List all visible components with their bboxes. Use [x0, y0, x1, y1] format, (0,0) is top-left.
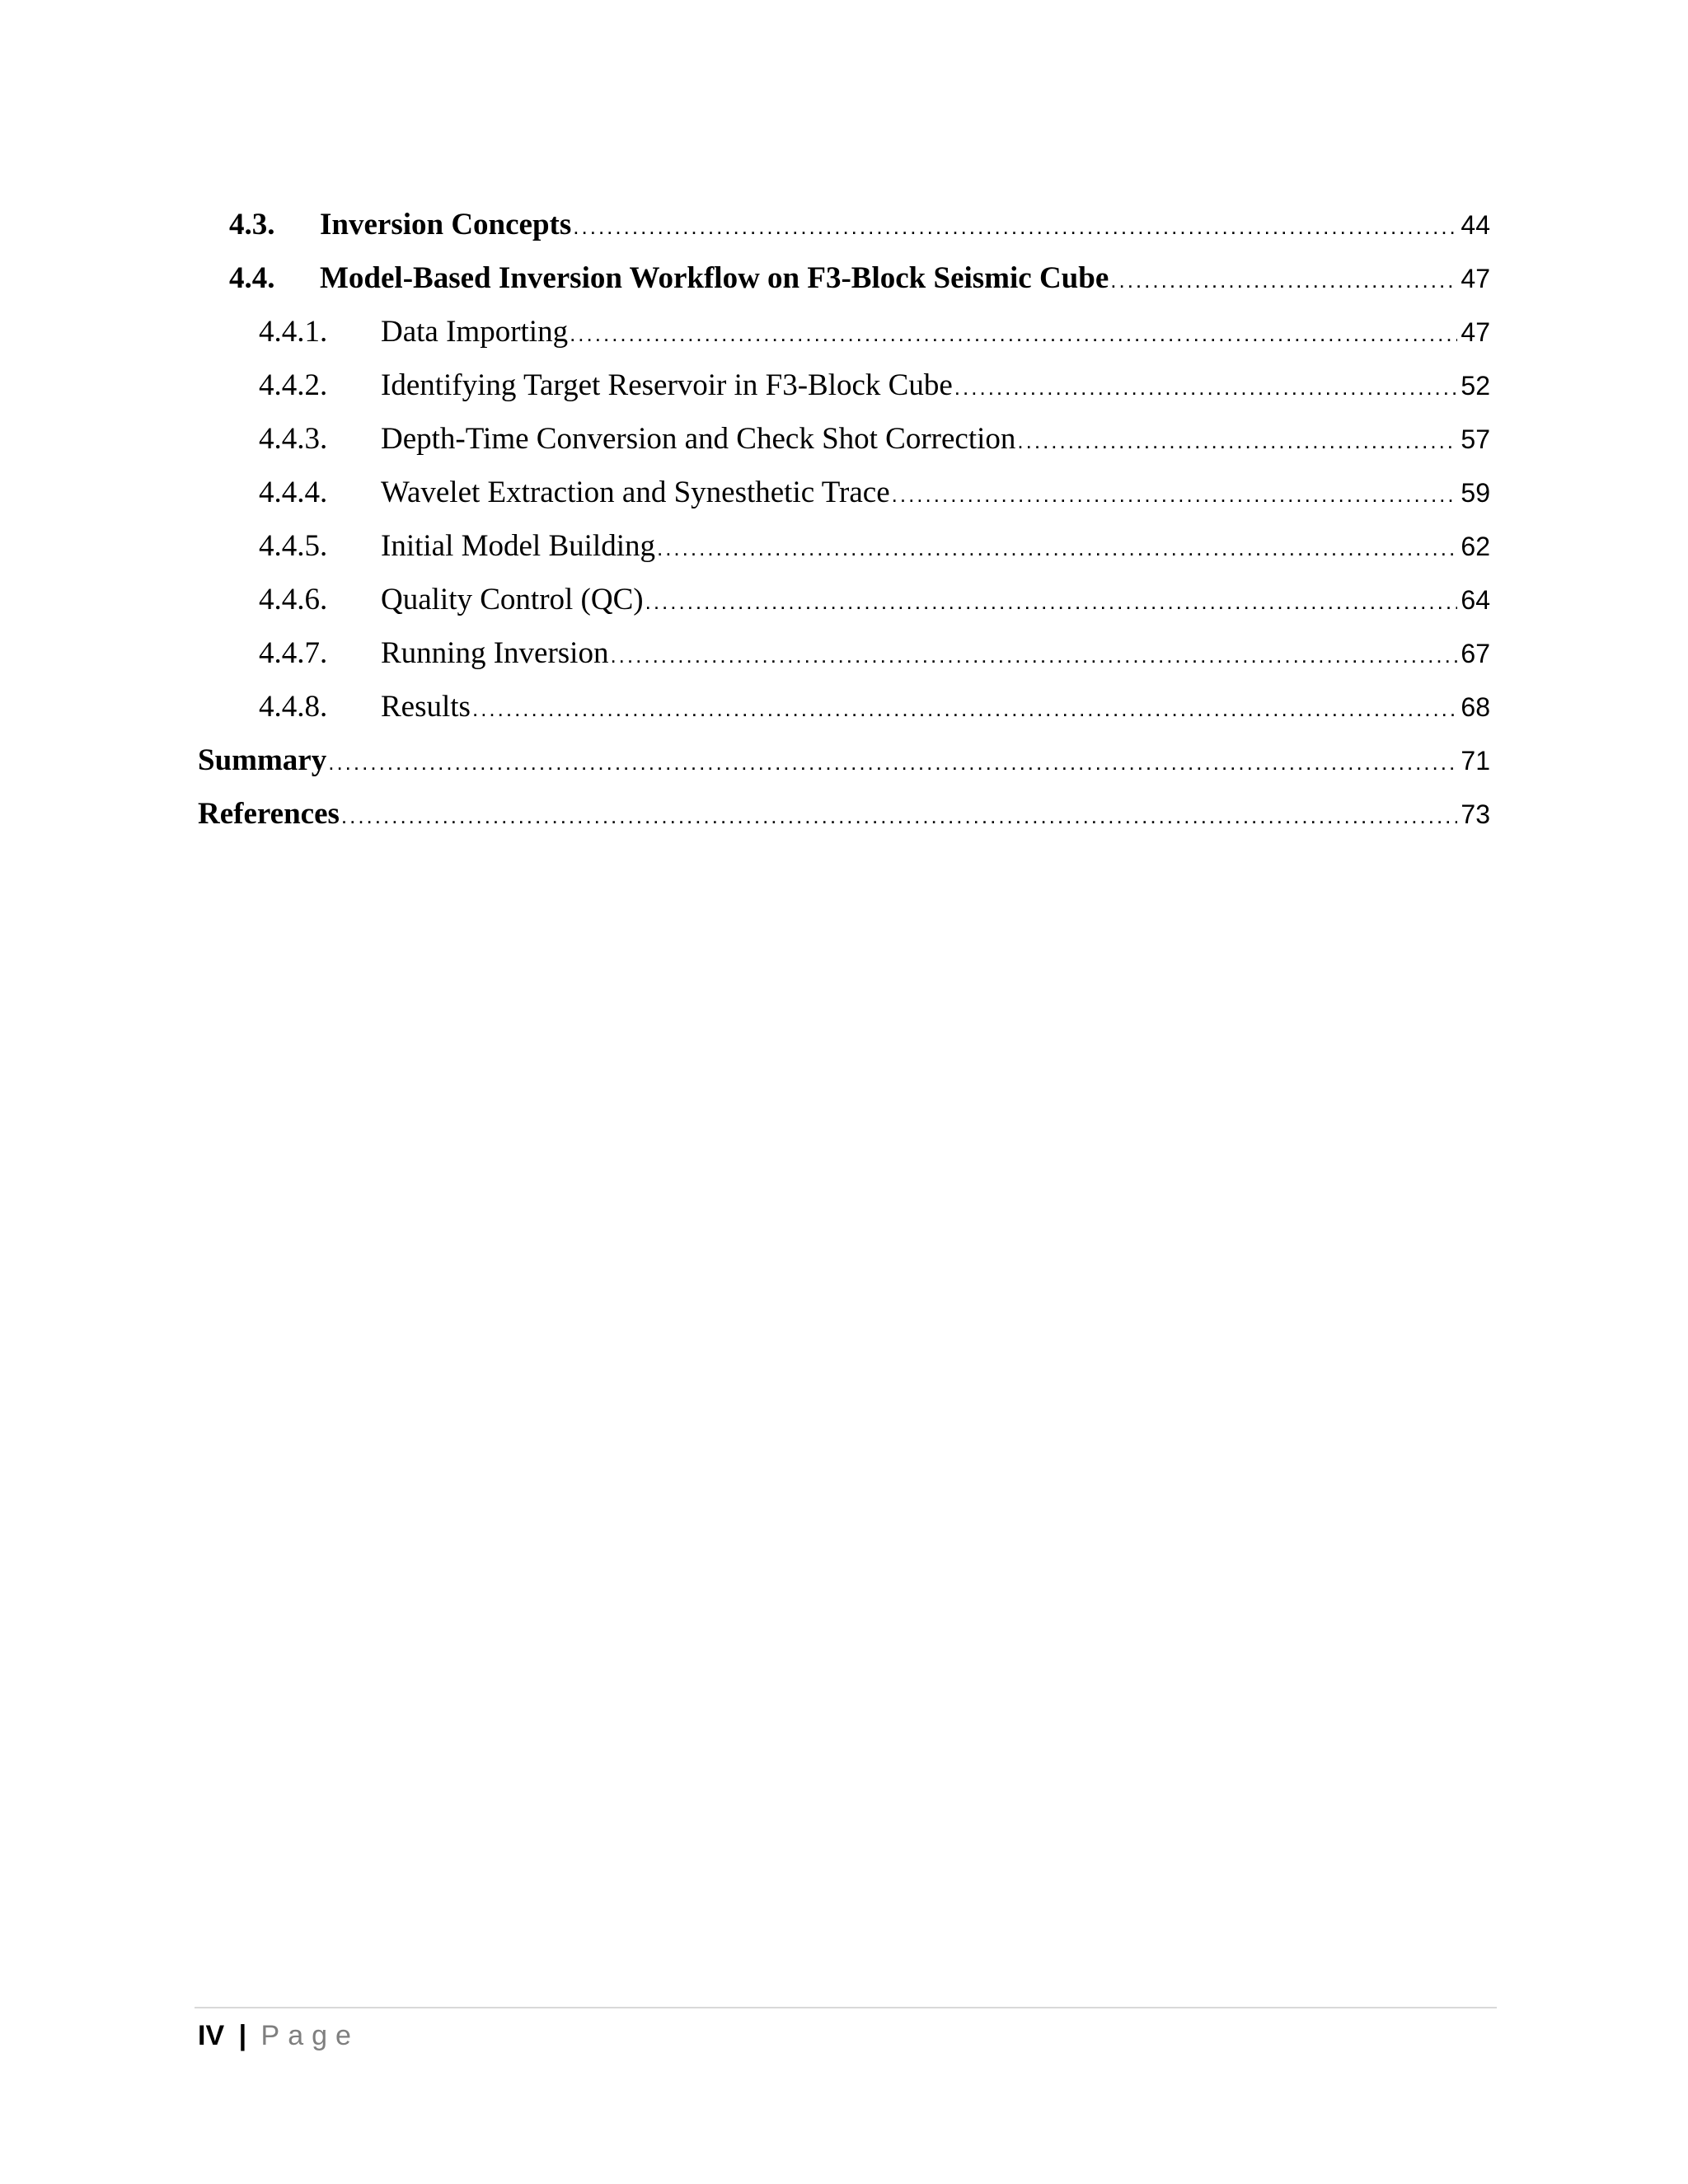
toc-dot-leader: [657, 522, 1457, 573]
toc-entry-page: 62: [1461, 532, 1490, 561]
toc-entry-4-4-5[interactable]: [198, 519, 1490, 573]
toc-entry-4-4-8[interactable]: [198, 680, 1490, 733]
toc-entry-title: Initial Model Building: [381, 529, 655, 563]
toc-entry-title: Data Importing: [381, 315, 569, 349]
toc-entry-4-4-7[interactable]: [198, 626, 1490, 680]
toc-dot-leader: [573, 200, 1457, 251]
toc-entry-number: 4.4.7.: [259, 636, 328, 670]
toc-entry-page: 73: [1461, 799, 1490, 829]
toc-entry-4-4-2[interactable]: [198, 359, 1490, 412]
toc-entry-page: 71: [1461, 746, 1490, 776]
toc-entry-title: Inversion Concepts: [320, 208, 572, 241]
toc-entry-number: 4.4.8.: [259, 690, 328, 724]
toc-entry-4-4-4[interactable]: [198, 466, 1490, 519]
toc-entry-page: 47: [1461, 317, 1490, 347]
toc-entry-4-3[interactable]: [198, 198, 1490, 251]
toc-entry-page: 59: [1461, 478, 1490, 508]
toc-entry-4-4-6[interactable]: [198, 573, 1490, 626]
toc-entry-page: 47: [1461, 264, 1490, 293]
toc-dot-leader: [1017, 415, 1457, 466]
footer-divider: [195, 2007, 1497, 2008]
table-of-contents: [198, 198, 1490, 841]
toc-entry-number: 4.3.: [229, 208, 275, 241]
toc-dot-leader: [892, 468, 1458, 519]
toc-entry-title: Running Inversion: [381, 636, 609, 670]
toc-entry-page: 68: [1461, 692, 1490, 722]
toc-entry-title: Quality Control (QC): [381, 583, 644, 616]
toc-entry-references[interactable]: [198, 787, 1490, 841]
toc-entry-number: 4.4.2.: [259, 368, 328, 402]
toc-entry-page: 52: [1461, 371, 1490, 401]
toc-entry-number: 4.4.4.: [259, 476, 328, 509]
toc-entry-title: Model-Based Inversion Workflow on F3-Block Seismic Cube: [320, 261, 1109, 295]
toc-entry-title: Results: [381, 690, 471, 724]
toc-entry-title: Summary: [198, 743, 327, 777]
toc-entry-title: Depth-Time Conversion and Check Shot Correction: [381, 422, 1016, 456]
toc-dot-leader: [1110, 254, 1457, 305]
toc-entry-number: 4.4.3.: [259, 422, 328, 456]
toc-dot-leader: [472, 682, 1457, 733]
toc-dot-leader: [645, 575, 1458, 626]
toc-entry-number: 4.4.: [229, 261, 275, 295]
footer-page-word: Page: [260, 2020, 359, 2051]
toc-entry-number: 4.4.5.: [259, 529, 328, 563]
footer-separator: |: [238, 2020, 247, 2051]
toc-entry-page: 44: [1461, 210, 1490, 240]
toc-dot-leader: [610, 629, 1457, 680]
toc-entry-4-4[interactable]: [198, 251, 1490, 305]
toc-entry-summary[interactable]: [198, 733, 1490, 787]
toc-entry-title: Wavelet Extraction and Synesthetic Trace: [381, 476, 890, 509]
toc-entry-page: 64: [1461, 585, 1490, 615]
toc-entry-number: 4.4.6.: [259, 583, 328, 616]
toc-entry-page: 67: [1461, 639, 1490, 668]
toc-entry-title: Identifying Target Reservoir in F3-Block Cube: [381, 368, 953, 402]
toc-entry-page: 57: [1461, 424, 1490, 454]
toc-dot-leader: [341, 790, 1458, 841]
toc-entry-title: References: [198, 797, 340, 831]
toc-dot-leader: [328, 736, 1457, 787]
toc-entry-4-4-3[interactable]: [198, 412, 1490, 466]
toc-dot-leader: [954, 361, 1458, 412]
toc-entry-4-4-1[interactable]: [198, 305, 1490, 359]
toc-dot-leader: [570, 307, 1457, 359]
footer-page-number: IV: [198, 2020, 225, 2051]
toc-entry-number: 4.4.1.: [259, 315, 328, 349]
page-footer: [198, 2011, 359, 2060]
